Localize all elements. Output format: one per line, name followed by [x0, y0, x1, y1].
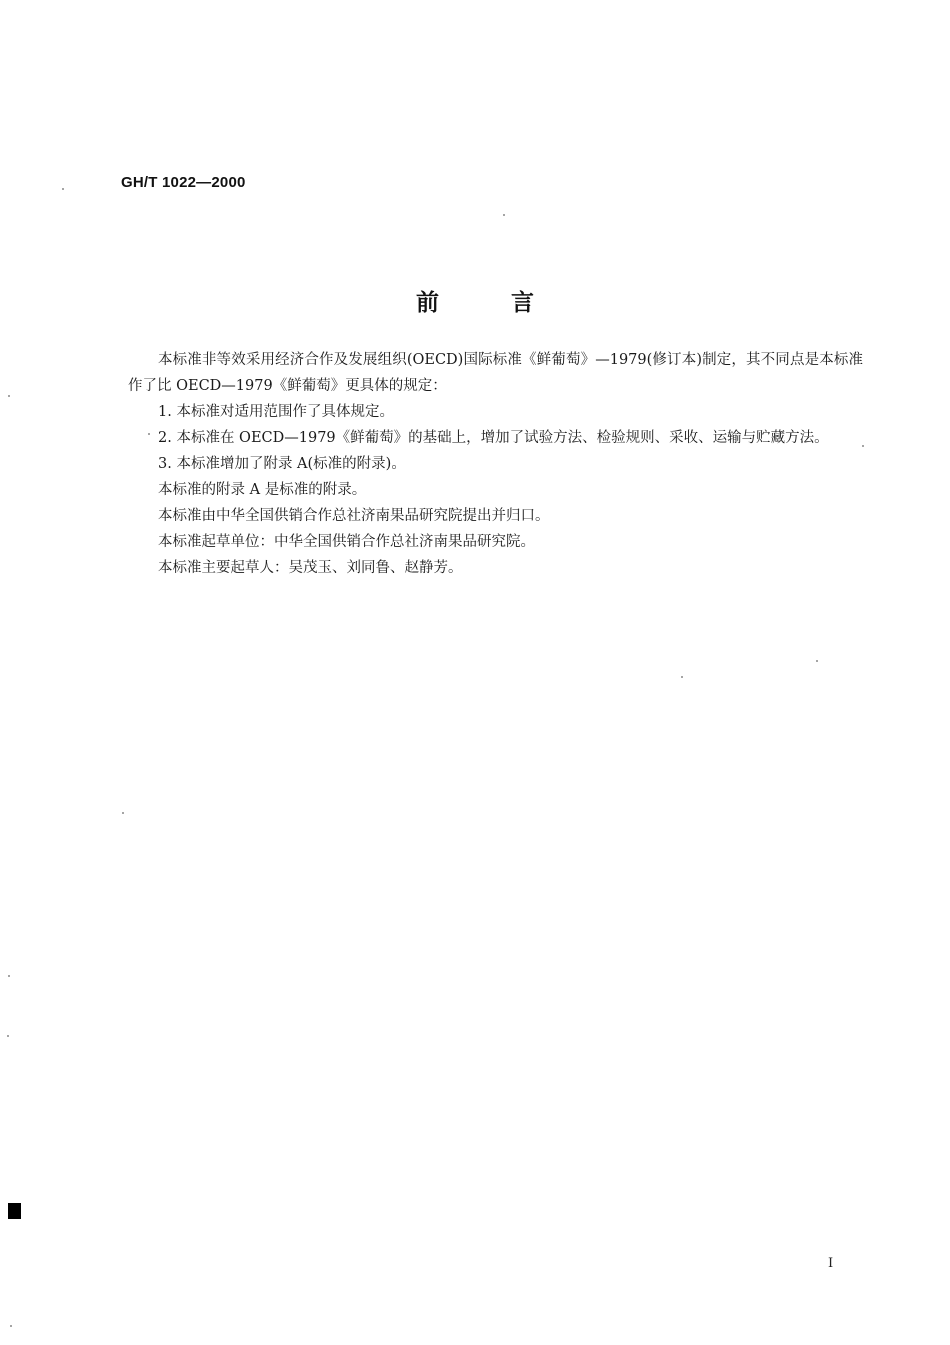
- scan-speck: [7, 1035, 9, 1037]
- scan-speck: [8, 395, 10, 397]
- intro-paragraph: 本标准非等效采用经济合作及发展组织(OECD)国际标准《鲜葡萄》—1979(修订本)制定，其不同点是本标准作了比 OECD—1979《鲜葡萄》更具体的规定：: [128, 352, 863, 394]
- list-item: 1. 本标准对适用范围作了具体规定。: [158, 404, 394, 420]
- scan-speck: [148, 433, 150, 435]
- scan-registration-mark: [8, 1203, 21, 1219]
- scan-speck: [62, 188, 64, 190]
- scan-speck: [816, 660, 818, 662]
- scan-speck: [122, 812, 124, 814]
- list-item: 2. 本标准在 OECD—1979《鲜葡萄》的基础上，增加了试验方法、检验规则、采收、运输与贮藏方法。: [158, 430, 829, 446]
- title-char-2: 言: [511, 290, 534, 316]
- scan-speck: [681, 676, 683, 678]
- statement-line: 本标准起草单位：中华全国供销合作总社济南果品研究院。: [158, 534, 535, 550]
- statement-line: 本标准主要起草人：吴茂玉、刘同鲁、赵静芳。: [158, 560, 463, 576]
- page-number: I: [828, 1256, 834, 1271]
- scan-speck: [503, 214, 505, 216]
- list-item: 3. 本标准增加了附录 A(标准的附录)。: [158, 456, 406, 472]
- title-char-1: 前: [416, 290, 439, 316]
- scan-speck: [862, 445, 864, 447]
- statement-line: 本标准由中华全国供销合作总社济南果品研究院提出并归口。: [158, 508, 550, 524]
- foreword-body: [128, 347, 863, 581]
- page-title: [0, 284, 950, 317]
- statement-line: 本标准的附录 A 是标准的附录。: [158, 482, 367, 498]
- scan-speck: [10, 1325, 12, 1327]
- standard-code: GH/T 1022—2000: [121, 174, 246, 191]
- scan-speck: [8, 975, 10, 977]
